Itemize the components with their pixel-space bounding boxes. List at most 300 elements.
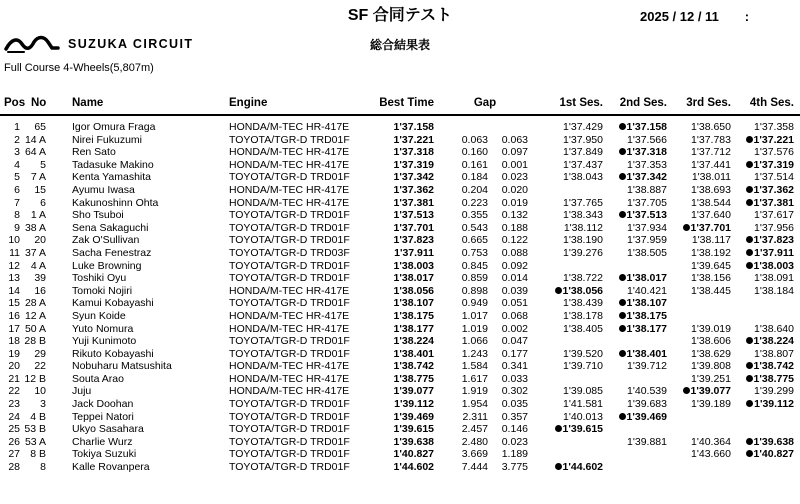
session-1-cell: 1'37.429 xyxy=(563,121,603,133)
no-cell: 65 xyxy=(34,121,46,133)
name-cell: Teppei Natori xyxy=(72,410,134,423)
gap-to-previous-cell: 0.341 xyxy=(501,360,528,373)
session-3-cell: 1'37.441 xyxy=(691,158,731,171)
gap-to-leader-cell: 1.584 xyxy=(461,360,488,373)
no-cell: 12 A xyxy=(24,309,46,322)
col-engine: Engine xyxy=(229,97,268,109)
session-4-cell: 1'37.956 xyxy=(754,221,794,234)
best-lap-marker-icon xyxy=(619,312,626,319)
session-3-cell: 1'39.189 xyxy=(691,398,731,411)
pos-cell: 28 xyxy=(8,461,20,474)
table-row xyxy=(0,184,800,197)
best-time-cell: 1'37.701 xyxy=(393,221,434,234)
best-time-cell: 1'37.342 xyxy=(393,171,434,184)
table-row xyxy=(0,436,800,449)
best-time-cell: 1'37.362 xyxy=(393,183,434,196)
best-lap-marker-icon xyxy=(683,224,690,231)
pos-cell: 9 xyxy=(14,221,20,234)
table-row xyxy=(0,171,800,184)
session-2-cell: 1'38.107 xyxy=(612,297,667,310)
session-1-cell: 1'38.722 xyxy=(563,272,603,285)
logo-text: SUZUKA CIRCUIT xyxy=(68,37,194,51)
best-time-cell: 1'39.077 xyxy=(393,385,434,398)
pos-cell: 6 xyxy=(14,183,20,196)
best-lap-marker-icon xyxy=(746,136,753,143)
session-1-cell: 1'37.437 xyxy=(563,158,603,171)
no-cell: 64 A xyxy=(24,146,46,159)
session-1-cell: 1'39.710 xyxy=(563,360,603,373)
session-1-cell: 1'38.343 xyxy=(563,209,603,222)
engine-cell: HONDA/M-TEC HR-417E xyxy=(229,309,350,322)
gap-to-previous-cell: 0.132 xyxy=(501,209,528,222)
session-3-cell: 1'39.645 xyxy=(691,259,731,272)
no-cell: 6 xyxy=(40,196,46,209)
results-table xyxy=(0,121,800,474)
table-row xyxy=(0,348,800,361)
engine-cell: TOYOTA/TGR-D TRD01F xyxy=(229,398,350,411)
session-1-cell: 1'38.112 xyxy=(563,221,603,234)
best-time-cell: 1'37.911 xyxy=(394,246,434,259)
best-time-cell: 1'38.224 xyxy=(393,335,434,348)
pos-cell: 25 xyxy=(8,423,20,436)
best-time-cell: 1'38.017 xyxy=(393,272,434,285)
gap-to-previous-cell: 0.020 xyxy=(501,183,528,196)
gap-to-leader-cell: 0.949 xyxy=(461,297,488,310)
engine-cell: HONDA/M-TEC HR-417E xyxy=(229,360,350,373)
engine-cell: HONDA/M-TEC HR-417E xyxy=(229,158,350,171)
best-lap-marker-icon xyxy=(619,350,626,357)
best-time-cell: 1'38.401 xyxy=(393,347,434,360)
col-session-1: 1st Ses. xyxy=(559,97,603,109)
table-row xyxy=(0,297,800,310)
pos-cell: 7 xyxy=(14,196,20,209)
session-4-cell: 1'40.827 xyxy=(738,448,794,461)
session-3-cell: 1'39.077 xyxy=(675,385,731,398)
table-row xyxy=(0,209,800,222)
session-3-cell: 1'38.650 xyxy=(691,121,731,133)
gap-to-leader-cell: 1.243 xyxy=(461,347,488,360)
engine-cell: HONDA/M-TEC HR-417E xyxy=(229,284,350,297)
no-cell: 53 B xyxy=(24,423,46,436)
col-gap: Gap xyxy=(473,97,497,109)
gap-to-previous-cell: 0.002 xyxy=(501,322,528,335)
gap-to-previous-cell: 0.035 xyxy=(501,398,528,411)
pos-cell: 10 xyxy=(8,234,20,247)
best-time-cell: 1'39.615 xyxy=(393,423,434,436)
engine-cell: HONDA/M-TEC HR-417E xyxy=(229,183,350,196)
name-cell: Kamui Kobayashi xyxy=(72,297,154,310)
best-time-cell: 1'38.003 xyxy=(393,259,434,272)
session-4-cell: 1'37.381 xyxy=(738,197,794,210)
best-lap-marker-icon xyxy=(746,362,753,369)
table-row xyxy=(0,121,800,134)
best-time-cell: 1'37.381 xyxy=(393,196,434,209)
gap-to-leader-cell: 2.311 xyxy=(462,410,488,423)
session-1-cell: 1'38.178 xyxy=(563,309,603,322)
best-time-cell: 1'37.318 xyxy=(393,146,434,159)
no-cell: 12 B xyxy=(24,372,46,385)
gap-to-previous-cell: 0.051 xyxy=(501,297,528,310)
session-3-cell: 1'38.117 xyxy=(691,234,731,247)
gap-to-previous-cell: 0.039 xyxy=(501,284,528,297)
gap-to-previous-cell: 0.047 xyxy=(501,335,528,348)
pos-cell: 13 xyxy=(8,272,20,285)
no-cell: 3 xyxy=(40,398,46,411)
session-2-cell: 1'39.712 xyxy=(627,360,667,373)
engine-cell: HONDA/M-TEC HR-417E xyxy=(229,372,350,385)
pos-cell: 27 xyxy=(8,448,20,461)
table-row xyxy=(0,247,800,260)
pos-cell: 11 xyxy=(9,246,20,259)
session-1-cell: 1'37.765 xyxy=(563,196,603,209)
engine-cell: TOYOTA/TGR-D TRD01F xyxy=(229,221,350,234)
session-3-cell: 1'38.629 xyxy=(691,347,731,360)
session-2-cell: 1'38.505 xyxy=(627,246,667,259)
engine-cell: HONDA/M-TEC HR-417E xyxy=(229,322,350,335)
best-lap-marker-icon xyxy=(619,299,626,306)
session-4-cell: 1'39.299 xyxy=(754,385,794,398)
session-4-cell: 1'38.640 xyxy=(754,322,794,335)
table-row xyxy=(0,323,800,336)
gap-to-previous-cell: 0.188 xyxy=(501,221,528,234)
name-cell: Kalle Rovanpera xyxy=(72,461,150,474)
no-cell: 4 A xyxy=(30,259,46,272)
pos-cell: 14 xyxy=(8,284,20,297)
table-row xyxy=(0,385,800,398)
table-row xyxy=(0,335,800,348)
best-lap-marker-icon xyxy=(555,287,562,294)
best-time-cell: 1'37.221 xyxy=(393,133,434,146)
name-cell: Igor Omura Fraga xyxy=(72,121,156,133)
session-1-cell: 1'38.043 xyxy=(563,171,603,184)
session-2-cell: 1'38.401 xyxy=(612,348,667,361)
session-4-cell: 1'38.003 xyxy=(738,260,794,273)
gap-to-previous-cell: 0.023 xyxy=(501,171,528,184)
session-1-cell: 1'38.439 xyxy=(563,297,603,310)
gap-to-previous-cell: 0.146 xyxy=(501,423,528,436)
engine-cell: TOYOTA/TGR-D TRD03F xyxy=(229,246,350,259)
session-4-cell: 1'37.319 xyxy=(738,159,794,172)
session-2-cell: 1'38.175 xyxy=(612,310,667,323)
gap-to-leader-cell: 1.019 xyxy=(461,322,488,335)
table-row xyxy=(0,197,800,210)
engine-cell: TOYOTA/TGR-D TRD01F xyxy=(229,448,350,461)
best-lap-marker-icon xyxy=(619,123,626,130)
session-2-cell: 1'38.887 xyxy=(627,183,667,196)
no-cell: 38 A xyxy=(24,221,46,234)
session-3-cell: 1'39.251 xyxy=(691,372,731,385)
pos-cell: 15 xyxy=(8,297,20,310)
engine-cell: TOYOTA/TGR-D TRD01F xyxy=(229,435,350,448)
name-cell: Sacha Fenestraz xyxy=(72,246,152,259)
pos-cell: 18 xyxy=(8,335,20,348)
best-time-cell: 1'38.775 xyxy=(393,372,434,385)
name-cell: Ayumu Iwasa xyxy=(72,183,135,196)
name-cell: Sho Tsuboi xyxy=(72,209,124,222)
session-4-cell: 1'38.091 xyxy=(754,272,794,285)
name-cell: Souta Arao xyxy=(72,372,124,385)
session-3-cell: 1'38.693 xyxy=(691,183,731,196)
no-cell: 7 A xyxy=(30,171,46,184)
name-cell: Ukyo Sasahara xyxy=(72,423,144,436)
gap-to-leader-cell: 0.160 xyxy=(461,146,488,159)
best-time-cell: 1'39.469 xyxy=(393,410,434,423)
session-1-cell: 1'44.602 xyxy=(548,461,603,474)
no-cell: 20 xyxy=(34,234,46,247)
best-lap-marker-icon xyxy=(683,387,690,394)
col-best-time: Best Time xyxy=(379,97,434,109)
session-2-cell: 1'39.469 xyxy=(612,411,667,424)
gap-to-previous-cell: 0.014 xyxy=(501,272,528,285)
col-no: No xyxy=(31,97,47,109)
name-cell: Charlie Wurz xyxy=(72,435,133,448)
best-time-cell: 1'39.112 xyxy=(394,398,434,411)
circuit-logo-icon xyxy=(4,34,60,54)
name-cell: Kakunoshinn Ohta xyxy=(72,196,159,209)
no-cell: 8 B xyxy=(30,448,46,461)
gap-to-leader-cell: 1.919 xyxy=(461,385,488,398)
name-cell: Rikuto Kobayashi xyxy=(72,347,154,360)
session-4-cell: 1'38.742 xyxy=(738,360,794,373)
col-session-4: 4th Ses. xyxy=(749,97,794,109)
session-4-cell: 1'37.823 xyxy=(738,234,794,247)
no-cell: 29 xyxy=(34,347,46,360)
gap-to-leader-cell: 7.444 xyxy=(461,461,488,474)
table-row xyxy=(0,159,800,172)
session-1-cell: 1'39.520 xyxy=(563,347,603,360)
engine-cell: TOYOTA/TGR-D TRD01F xyxy=(229,259,350,272)
gap-to-previous-cell: 0.001 xyxy=(501,158,528,171)
engine-cell: TOYOTA/TGR-D TRD01F xyxy=(229,347,350,360)
best-lap-marker-icon xyxy=(746,400,753,407)
name-cell: Tadasuke Makino xyxy=(72,158,154,171)
engine-cell: TOYOTA/TGR-D TRD01F xyxy=(229,209,350,222)
table-row xyxy=(0,448,800,461)
best-lap-marker-icon xyxy=(619,274,626,281)
gap-to-leader-cell: 2.457 xyxy=(461,423,488,436)
table-row xyxy=(0,411,800,424)
pos-cell: 23 xyxy=(8,398,20,411)
pos-cell: 21 xyxy=(8,372,20,385)
engine-cell: HONDA/M-TEC HR-417E xyxy=(229,121,350,133)
session-1-cell: 1'37.950 xyxy=(563,133,603,146)
table-row xyxy=(0,285,800,298)
best-time-cell: 1'38.056 xyxy=(393,284,434,297)
session-3-cell: 1'37.640 xyxy=(691,209,731,222)
session-4-cell: 1'37.576 xyxy=(754,146,794,159)
engine-cell: TOYOTA/TGR-D TRD01F xyxy=(229,423,350,436)
gap-to-previous-cell: 0.092 xyxy=(501,259,528,272)
best-time-cell: 1'38.175 xyxy=(393,309,434,322)
gap-to-leader-cell: 2.480 xyxy=(461,435,488,448)
session-2-cell: 1'38.177 xyxy=(612,323,667,336)
pos-cell: 3 xyxy=(14,146,20,159)
pos-cell: 20 xyxy=(8,360,20,373)
page-subtitle: 総合結果表 xyxy=(369,38,430,52)
gap-to-leader-cell: 0.753 xyxy=(461,246,488,259)
table-row xyxy=(0,222,800,235)
gap-to-leader-cell: 0.845 xyxy=(461,259,488,272)
session-1-cell: 1'41.581 xyxy=(563,398,603,411)
gap-to-leader-cell: 0.898 xyxy=(461,284,488,297)
engine-cell: TOYOTA/TGR-D TRD01F xyxy=(229,234,350,247)
col-name: Name xyxy=(72,97,104,109)
gap-to-previous-cell: 0.019 xyxy=(501,196,528,209)
gap-to-leader-cell: 3.669 xyxy=(461,448,488,461)
no-cell: 22 xyxy=(34,360,46,373)
date-label: 2025 / 12 / 11 : xyxy=(640,9,750,24)
gap-to-leader-cell: 0.859 xyxy=(461,272,488,285)
best-time-cell: 1'39.638 xyxy=(393,435,434,448)
no-cell: 1 A xyxy=(30,209,46,222)
best-lap-marker-icon xyxy=(555,425,562,432)
no-cell: 10 xyxy=(34,385,46,398)
engine-cell: TOYOTA/TGR-D TRD01F xyxy=(229,410,350,423)
engine-cell: TOYOTA/TGR-D TRD01F xyxy=(229,272,350,285)
table-row xyxy=(0,310,800,323)
pos-cell: 16 xyxy=(8,309,20,322)
session-4-cell: 1'37.514 xyxy=(754,171,794,184)
pos-cell: 22 xyxy=(8,385,20,398)
session-4-cell: 1'37.617 xyxy=(754,209,794,222)
table-header xyxy=(0,97,800,113)
best-lap-marker-icon xyxy=(619,148,626,155)
best-lap-marker-icon xyxy=(746,249,753,256)
pos-cell: 5 xyxy=(14,171,20,184)
best-lap-marker-icon xyxy=(746,236,753,243)
no-cell: 8 xyxy=(40,461,46,474)
session-1-cell: 1'39.276 xyxy=(563,246,603,259)
pos-cell: 17 xyxy=(8,322,20,335)
best-lap-marker-icon xyxy=(619,173,626,180)
pos-cell: 2 xyxy=(14,133,20,146)
session-4-cell: 1'38.807 xyxy=(754,347,794,360)
engine-cell: HONDA/M-TEC HR-417E xyxy=(229,146,350,159)
table-row xyxy=(0,461,800,474)
session-2-cell: 1'37.934 xyxy=(627,221,667,234)
session-1-cell: 1'39.085 xyxy=(563,385,603,398)
course-label: Full Course 4-Wheels(5,807m) xyxy=(4,62,154,74)
engine-cell: HONDA/M-TEC HR-417E xyxy=(229,385,350,398)
pos-cell: 1 xyxy=(14,121,20,133)
name-cell: Yuto Nomura xyxy=(72,322,134,335)
session-2-cell: 1'39.881 xyxy=(627,435,667,448)
session-3-cell: 1'39.808 xyxy=(691,360,731,373)
session-2-cell: 1'40.539 xyxy=(627,385,667,398)
no-cell: 15 xyxy=(34,183,46,196)
name-cell: Toshiki Oyu xyxy=(72,272,127,285)
best-time-cell: 1'37.823 xyxy=(393,234,434,247)
engine-cell: TOYOTA/TGR-D TRD01F xyxy=(229,171,350,184)
session-4-cell: 1'39.638 xyxy=(738,436,794,449)
best-lap-marker-icon xyxy=(746,337,753,344)
best-lap-marker-icon xyxy=(746,262,753,269)
gap-to-previous-cell: 0.302 xyxy=(501,385,528,398)
page-title: SF 合同テスト xyxy=(347,7,453,24)
engine-cell: TOYOTA/TGR-D TRD01F xyxy=(229,297,350,310)
best-lap-marker-icon xyxy=(746,450,753,457)
session-1-cell: 1'40.013 xyxy=(563,410,603,423)
session-2-cell: 1'38.017 xyxy=(612,272,667,285)
no-cell: 16 xyxy=(34,284,46,297)
col-pos: Pos xyxy=(4,97,26,109)
name-cell: Nirei Fukuzumi xyxy=(72,133,143,146)
table-row xyxy=(0,272,800,285)
gap-to-previous-cell: 0.097 xyxy=(501,146,528,159)
name-cell: Juju xyxy=(72,385,92,398)
table-row xyxy=(0,423,800,436)
gap-to-previous-cell: 0.122 xyxy=(501,234,528,247)
session-4-cell: 1'37.358 xyxy=(754,121,794,133)
best-lap-marker-icon xyxy=(746,375,753,382)
engine-cell: TOYOTA/TGR-D TRD01F xyxy=(229,133,350,146)
gap-to-leader-cell: 1.954 xyxy=(461,398,488,411)
no-cell: 28 B xyxy=(24,335,46,348)
session-2-cell: 1'37.959 xyxy=(627,234,667,247)
session-3-cell: 1'38.544 xyxy=(691,196,731,209)
table-row xyxy=(0,134,800,147)
best-time-cell: 1'37.513 xyxy=(393,209,434,222)
name-cell: Tomoki Nojiri xyxy=(72,284,133,297)
engine-cell: HONDA/M-TEC HR-417E xyxy=(229,196,350,209)
no-cell: 5 xyxy=(40,158,46,171)
engine-cell: TOYOTA/TGR-D TRD01F xyxy=(229,461,350,474)
session-4-cell: 1'39.112 xyxy=(738,398,794,411)
table-row xyxy=(0,360,800,373)
gap-to-previous-cell: 0.068 xyxy=(501,309,528,322)
no-cell: 14 A xyxy=(24,133,46,146)
name-cell: Luke Browning xyxy=(72,259,142,272)
best-lap-marker-icon xyxy=(746,186,753,193)
name-cell: Ren Sato xyxy=(72,146,116,159)
gap-to-leader-cell: 1.066 xyxy=(461,335,488,348)
session-3-cell: 1'37.701 xyxy=(675,222,731,235)
pos-cell: 24 xyxy=(8,410,20,423)
gap-to-leader-cell: 1.617 xyxy=(461,372,488,385)
best-time-cell: 1'38.742 xyxy=(393,360,434,373)
gap-to-leader-cell: 0.184 xyxy=(461,171,488,184)
col-session-2: 2nd Ses. xyxy=(619,97,667,109)
table-row xyxy=(0,373,800,386)
pos-cell: 12 xyxy=(8,259,20,272)
gap-to-leader-cell: 0.204 xyxy=(461,183,488,196)
best-time-cell: 1'44.602 xyxy=(393,461,434,474)
gap-to-leader-cell: 0.063 xyxy=(461,133,488,146)
session-1-cell: 1'38.190 xyxy=(563,234,603,247)
pos-cell: 4 xyxy=(14,158,20,171)
name-cell: Jack Doohan xyxy=(72,398,134,411)
session-1-cell: 1'39.615 xyxy=(548,423,603,436)
best-lap-marker-icon xyxy=(619,413,626,420)
gap-to-previous-cell: 0.088 xyxy=(501,246,528,259)
session-3-cell: 1'39.019 xyxy=(691,322,731,335)
session-3-cell: 1'38.192 xyxy=(691,246,731,259)
gap-to-previous-cell: 0.063 xyxy=(501,133,528,146)
session-4-cell: 1'37.362 xyxy=(738,184,794,197)
gap-to-leader-cell: 0.223 xyxy=(461,196,488,209)
name-cell: Nobuharu Matsushita xyxy=(72,360,172,373)
session-2-cell: 1'37.353 xyxy=(627,158,667,171)
session-3-cell: 1'37.783 xyxy=(691,133,731,146)
session-4-cell: 1'37.911 xyxy=(738,247,794,260)
pos-cell: 26 xyxy=(8,435,20,448)
gap-to-leader-cell: 0.543 xyxy=(461,221,488,234)
best-time-cell: 1'38.107 xyxy=(393,297,434,310)
name-cell: Syun Koide xyxy=(72,309,126,322)
gap-to-leader-cell: 0.355 xyxy=(461,209,488,222)
session-2-cell: 1'37.158 xyxy=(612,121,667,134)
session-3-cell: 1'38.606 xyxy=(691,335,731,348)
